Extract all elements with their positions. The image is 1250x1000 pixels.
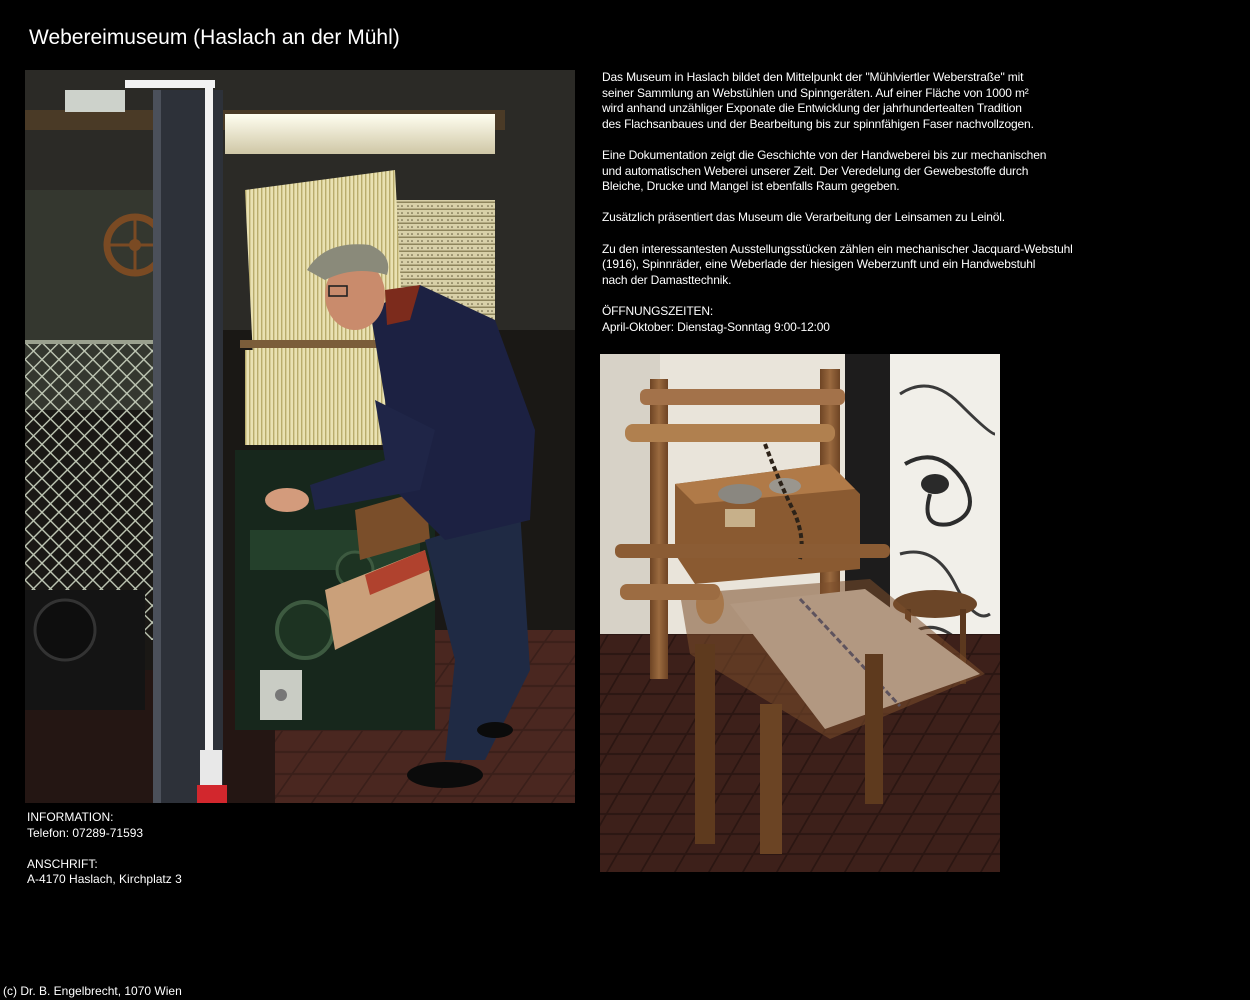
photo-wooden-mangle (600, 354, 1000, 872)
description-paragraph-1: Das Museum in Haslach bildet den Mittelpunkt der "Mühlviertler Weberstraße" mit seiner Sammlung an Webstühlen und Spinngeräten. Auf einer Fläche von 1000 m² wird anhand unzähliger Exponate die Entwicklung der jahrhundertealten Tradition des Flachsanbaues und der Bearbeitung bis zur spinnfähigen Faser nachvollzogen. (602, 70, 1034, 131)
description-paragraph-2: Eine Dokumentation zeigt die Geschichte von der Handweberei bis zur mechanischen und automatischen Weberei unserer Zeit. Der Veredelung der Gewebestoffe durch Bleiche, Drucke und Mangel ist ebenfalls Raum gegeben. (602, 147, 1047, 194)
phone-number: Telefon: 07289-71593 (27, 825, 144, 840)
description-paragraph-4: Zu den interessantesten Ausstellungsstücken zählen ein mechanischer Jacquard-Webstuhl (1916), Spinnräder, eine Weberlade der hiesigen Weberzunft und ein Handwebstuhl nach der Damasttechnik. (602, 241, 1073, 287)
description-paragraph-3: Zusätzlich präsentiert das Museum die Verarbeitung der Leinsamen zu Leinöl. (602, 210, 1005, 225)
opening-hours-value: April-Oktober: Dienstag-Sonntag 9:00-12:00 (602, 319, 830, 334)
photo-weaver-at-jacquard-loom (25, 70, 575, 803)
opening-hours-label: ÖFFNUNGSZEITEN: (602, 303, 714, 318)
info-label: INFORMATION: (27, 810, 114, 824)
address-label: ANSCHRIFT: (27, 856, 98, 871)
page-title: Webereimuseum (Haslach an der Mühl) (29, 26, 400, 49)
copyright-footer: (c) Dr. B. Engelbrecht, 1070 Wien (3, 984, 182, 998)
contact-info (27, 810, 182, 888)
museum-description (602, 70, 1102, 335)
address: A-4170 Haslach, Kirchplatz 3 (27, 872, 182, 887)
